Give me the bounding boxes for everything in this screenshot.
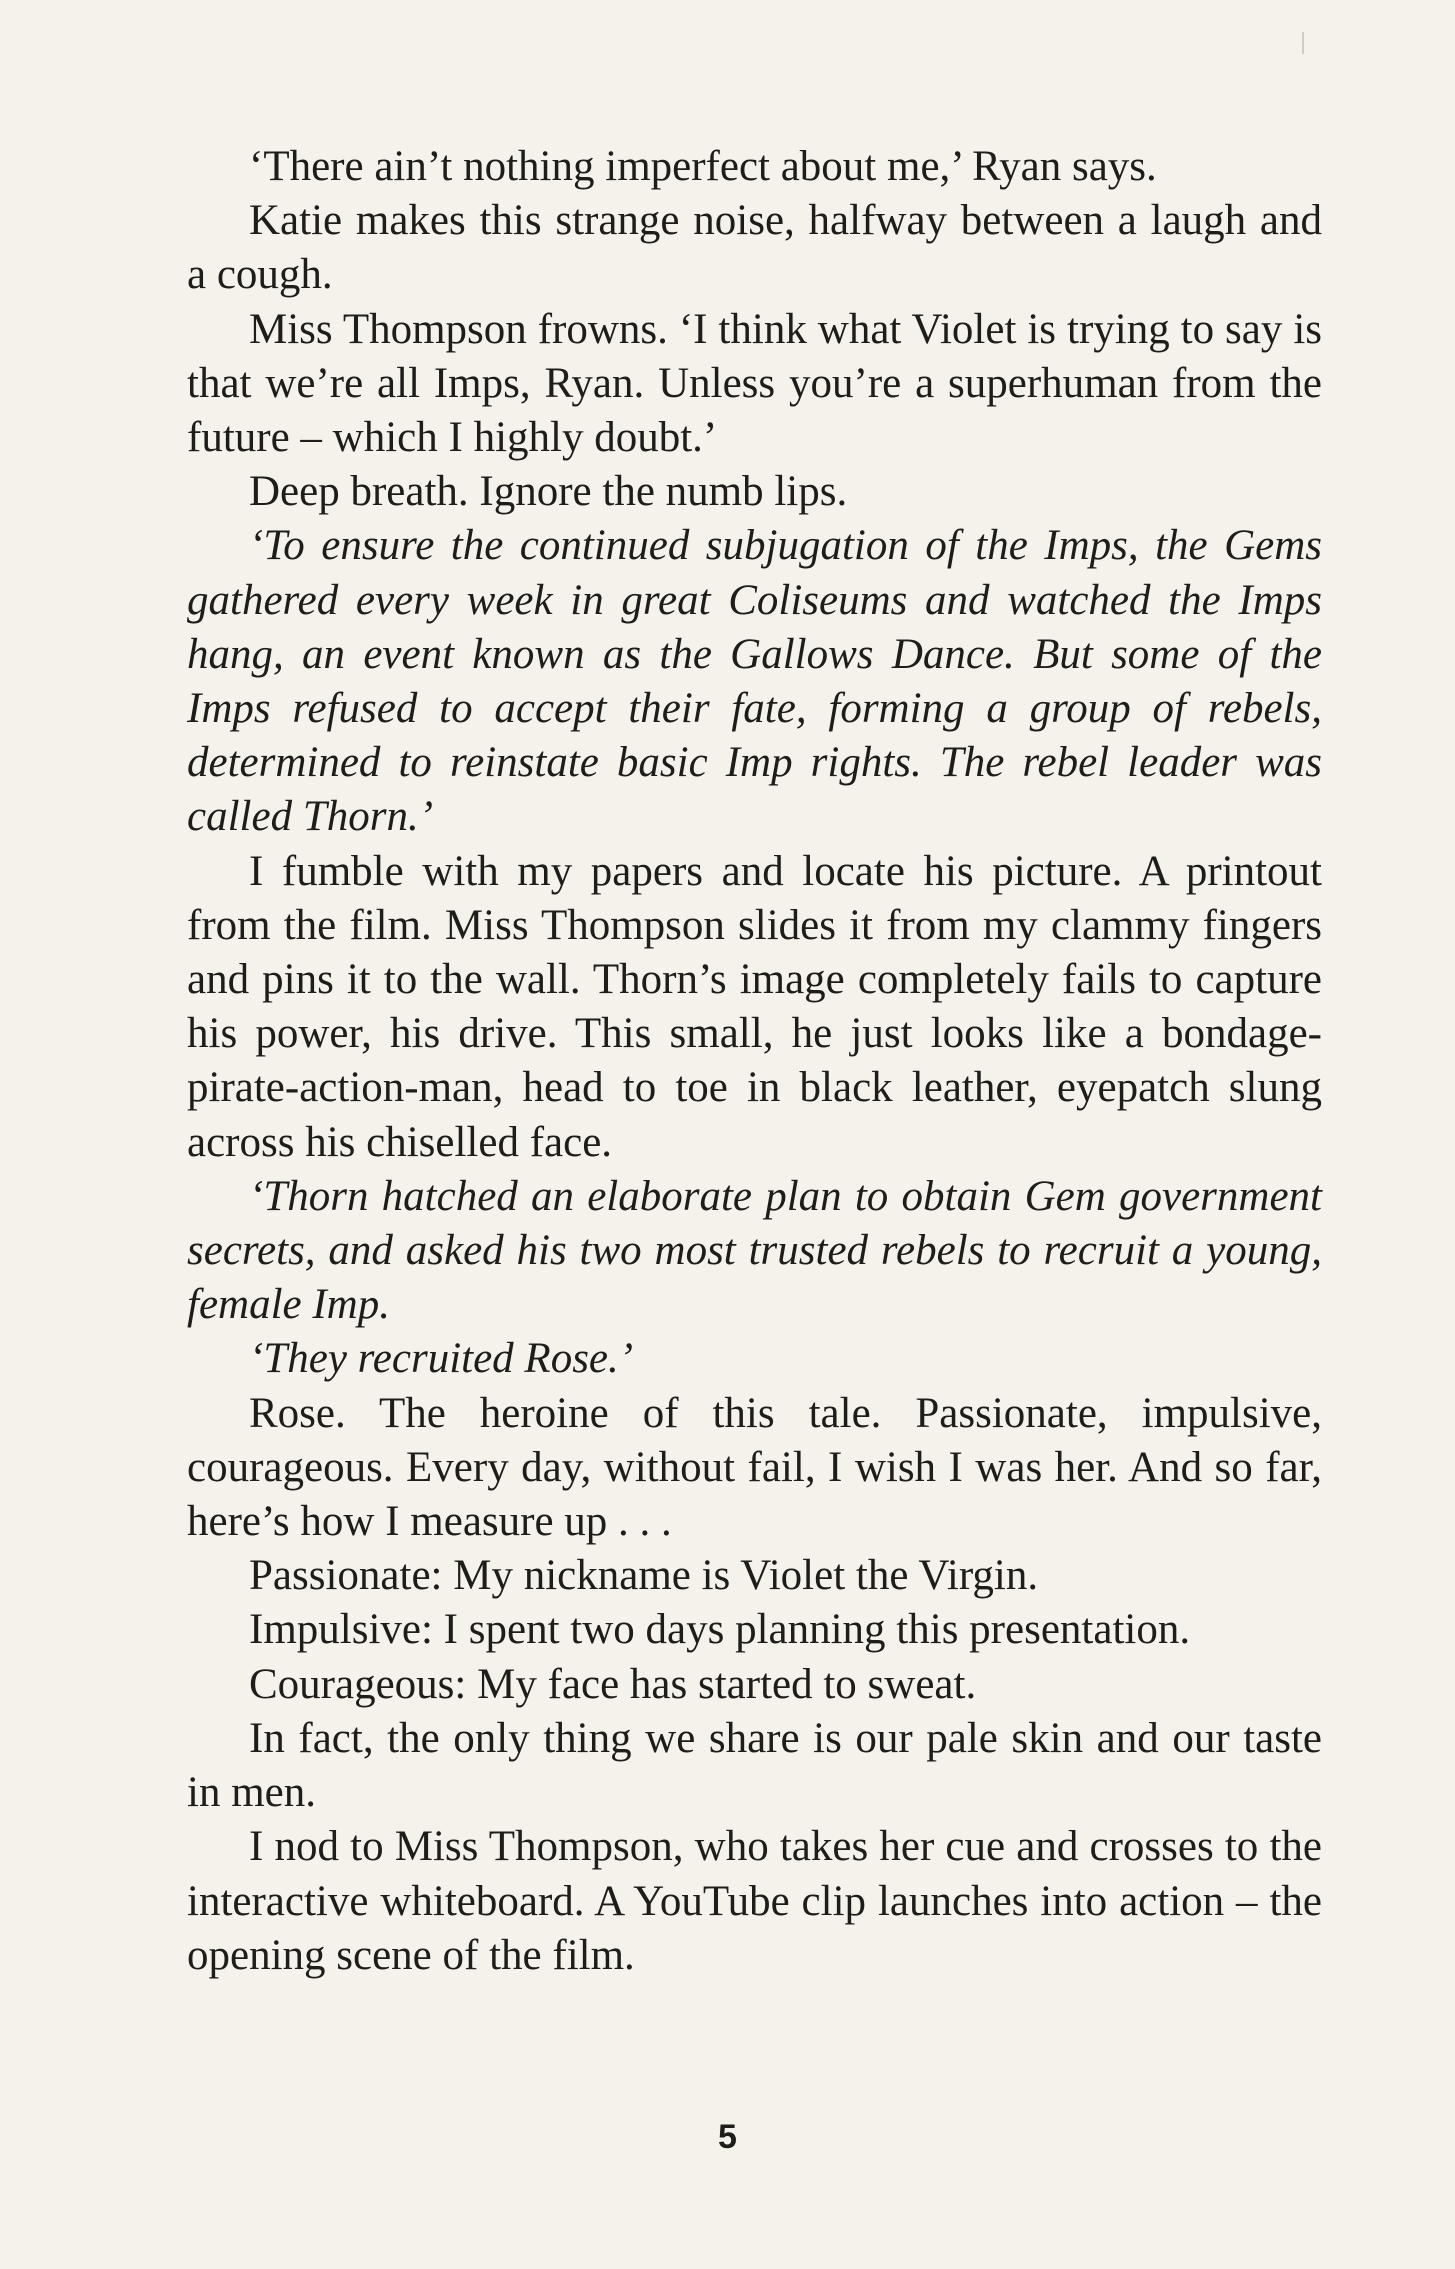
paragraph-italic: ‘Thorn hatched an elaborate plan to obtain Gem government secrets, and asked his two most trusted rebels to recruit a young, female Imp.	[187, 1172, 1322, 1329]
paragraph: ‘There ain’t nothing imperfect about me,’ Ryan says.	[249, 143, 1157, 190]
paragraph: Miss Thompson frowns. ‘I think what Violet is trying to say is that we’re all Imps, Ryan. Unless you’re a superhuman from the future – which I highly doubt.’	[187, 305, 1322, 462]
paragraph: In fact, the only thing we share is our pale skin and our taste in men.	[187, 1714, 1322, 1817]
paragraph-italic: ‘They recruited Rose.’	[249, 1335, 634, 1383]
paragraph-italic: ‘To ensure the continued subjugation of the Imps, the Gems gathered every week in great Coliseums and watched the Imps hang, an event known as the Gallows Dance. But some of the Imps refused to accept their fate, forming a group of rebels, determined to reinstate basic Imp rights. The rebel leader was called Thorn.’	[187, 522, 1322, 841]
page-number: 5	[718, 2118, 737, 2156]
paragraph: I fumble with my papers and locate his picture. A printout from the film. Miss Thompson slides it from my clammy fingers and pins it to the wall. Thorn’s image completely fails to capture his power, his drive. This small, he just looks like a bondage-pirate-action-man, head to toe in black leather, eyepatch slung across his chiselled face.	[187, 847, 1322, 1166]
paragraph: Katie makes this strange noise, halfway between a laugh and a cough.	[187, 197, 1322, 299]
paragraph: Rose. The heroine of this tale. Passionate, impulsive, courageous. Every day, without fail, I wish I was her. And so far, here’s how I measure up . . .	[187, 1389, 1322, 1546]
paragraph: Courageous: My face has started to sweat.	[249, 1660, 977, 1708]
paragraph: Passionate: My nickname is Violet the Virgin.	[249, 1552, 1039, 1600]
paragraph: Deep breath. Ignore the numb lips.	[249, 468, 848, 516]
paragraph: I nod to Miss Thompson, who takes her cue and crosses to the interactive whiteboard. A YouTube clip launches into action – the opening scene of the film.	[187, 1823, 1322, 1979]
scan-mark	[1302, 32, 1304, 54]
paragraph: Impulsive: I spent two days planning this presentation.	[249, 1606, 1191, 1654]
body-text	[187, 140, 1322, 1983]
